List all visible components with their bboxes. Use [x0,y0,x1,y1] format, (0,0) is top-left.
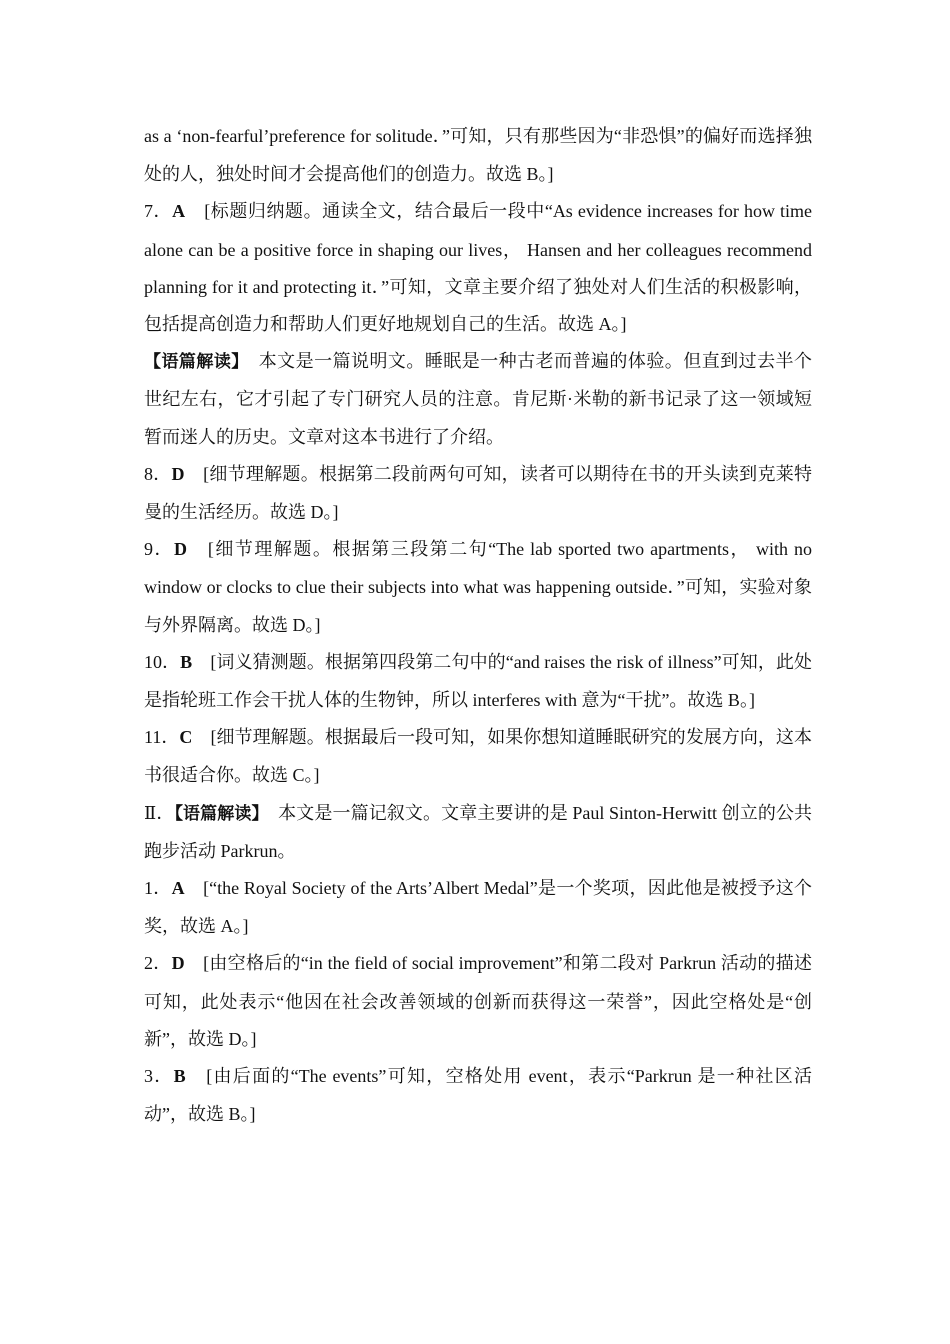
answer-letter: D [171,953,185,974]
answer-item-ii-1 [144,870,812,945]
section-ii-summary [144,795,812,870]
answer-letter: B [180,651,193,672]
answer-item-ii-2 [144,945,812,1058]
explanation-text: [由后面的“The events”可知，空格处用 event，表示“Parkrun 是一种社区活动”，故选 B。] [144,1066,812,1125]
answer-item-7 [144,193,812,343]
explanation-text: [细节理解题。根据第二段前两句可知，读者可以期待在书的开头读到克莱特曼的生活经历。故选 D。] [144,463,812,523]
answer-letter: A [172,201,186,222]
explanation-text: 本文是一篇说明文。睡眠是一种古老而普遍的体验。但直到过去半个世纪左右，它才引起了专门研究人员的注意。肯尼斯·米勒的新书记录了这一领域短暂而迷人的历史。文章对这本书进行了介绍。 [144,351,812,447]
section-header: 【语篇解读】 [174,803,261,824]
answer-item-8 [144,456,812,531]
explanation-text: 本文是一篇记叙文。文章主要讲的是 Paul Sinton-Herwitt 创立的公共跑步活动 Parkrun。 [144,802,813,861]
paragraph-6-continuation [144,118,812,193]
answer-item-ii-3 [144,1058,812,1133]
explanation-text: [标题归纳题。通读全文，结合最后一段中“As evidence increases for how time alone can be a positive force in shaping our lives， Hansen and her colleagues recommend planning for it and protecting it．”可知，文章主要介绍了独处对人们生活的积极影响，包括提高创造力和帮助人们更好地规划自己的生活。故选 A。] [144,201,813,335]
item-number: 3． [144,1066,174,1087]
explanation-text: as a ‘non-fearful’preference for solitude．”可知，只有那些因为“非恐惧”的偏好而选择独处的人，独处时间才会提高他们的创造力。故选 B。] [144,126,812,185]
section-number: Ⅱ． [144,802,175,823]
item-number: 10． [144,651,181,672]
item-number: 7． [144,201,173,222]
answer-letter: C [179,727,193,748]
item-number: 11． [144,727,180,748]
answer-letter: B [173,1066,186,1087]
explanation-text: [细节理解题。根据第三段第二句“The lab sported two apartments， with no window or clocks to clue their subjects into what was happening outside．”可知，实验对象与外界隔离。故选 D。] [144,539,812,635]
answer-item-11 [144,719,812,794]
explanation-text: [细节理解题。根据最后一段可知，如果你想知道睡眠研究的发展方向，这本书很适合你。故选 C。] [144,727,812,786]
explanation-text: [“the Royal Society of the Arts’Albert Medal”是一个奖项，因此他是被授予这个奖，故选 A。] [144,878,813,937]
item-number: 2． [144,953,172,974]
explanation-text: [词义猜测题。根据第四段第二句中的“and raises the risk of illness”可知，此处是指轮班工作会干扰人体的生物钟，所以 interferes with 意为“干扰”。故选 B。] [144,651,812,711]
answer-letter: D [173,539,187,560]
answer-item-10 [144,644,812,719]
passage-summary [144,343,812,456]
item-number: 1． [144,878,172,899]
answer-letter: A [171,878,185,899]
item-number: 8． [144,463,172,484]
item-number: 9． [144,539,174,560]
explanation-text: [由空格后的“in the field of social improvement”和第二段对 Parkrun 活动的描述可知，此处表示“他因在社会改善领域的创新而获得这一荣誉”，因此空格处是“创新”，故选 D。] [144,953,812,1049]
answer-item-9 [144,531,812,644]
answer-key-page [144,118,812,1133]
section-header: 【语篇解读】 [144,352,241,373]
answer-letter: D [171,463,185,484]
